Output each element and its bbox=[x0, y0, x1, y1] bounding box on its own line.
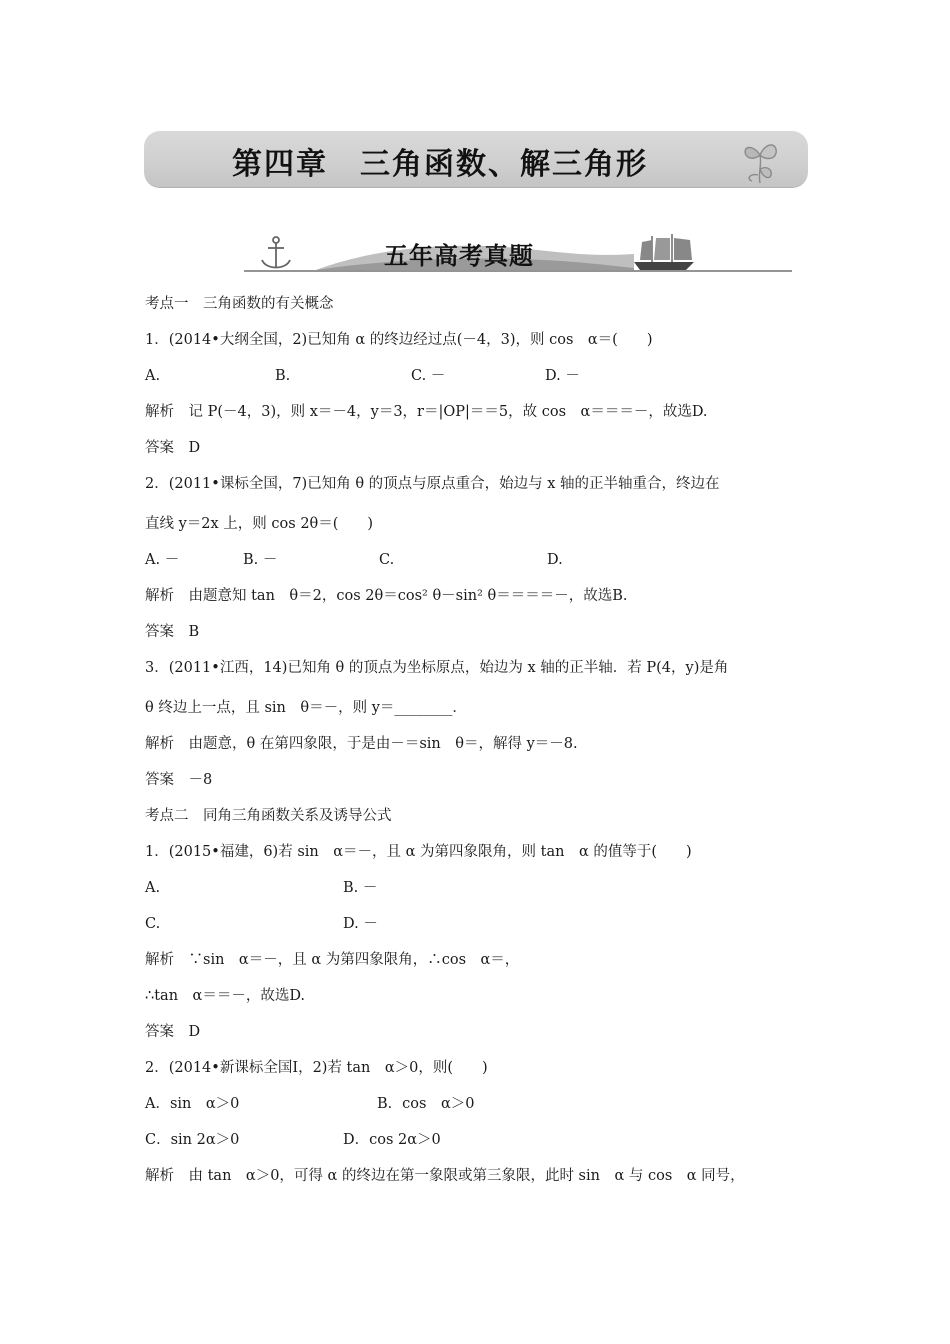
option-item: B．cos α＞0 bbox=[377, 1096, 475, 1112]
text-line: 解析 由题意知 tan θ＝2，cos 2θ＝cos² θ－sin² θ＝＝＝＝－，故选B. bbox=[145, 588, 628, 604]
option-item: D．cos 2α＞0 bbox=[343, 1132, 441, 1148]
options-line bbox=[145, 550, 825, 570]
text-line: 答案 D bbox=[145, 440, 201, 456]
text-line: 考点一 三角函数的有关概念 bbox=[145, 296, 334, 312]
option-item: C. － bbox=[411, 368, 446, 384]
text-line: ∴tan α＝＝－，故选D. bbox=[145, 988, 306, 1004]
text-line: 答案 D bbox=[145, 1024, 201, 1040]
text-line: 直线 y＝2x 上，则 cos 2θ＝( ) bbox=[145, 516, 374, 532]
section-title: 五年高考真题 bbox=[384, 242, 534, 270]
options-line bbox=[145, 914, 825, 934]
section-banner bbox=[244, 232, 792, 274]
text-line: 解析 记 P(－4，3)，则 x＝－4，y＝3，r＝|OP|＝＝5，故 cos α＝＝＝－，故选D. bbox=[145, 404, 708, 420]
text-line: 解析 由题意，θ 在第四象限，于是由－＝sin θ＝，解得 y＝－8. bbox=[145, 736, 578, 752]
text-line: θ 终边上一点，且 sin θ＝－，则 y＝________． bbox=[145, 700, 467, 716]
chapter-banner bbox=[144, 131, 808, 187]
options-line bbox=[145, 1130, 825, 1150]
flower-icon bbox=[734, 133, 786, 185]
option-item: A. bbox=[145, 368, 161, 384]
text-line: 2．(2014•新课标全国Ⅰ，2)若 tan α＞0，则( ) bbox=[145, 1060, 488, 1076]
option-item: A. － bbox=[145, 552, 180, 568]
option-item: B. bbox=[275, 368, 291, 384]
option-item: D. bbox=[547, 552, 563, 568]
option-item: C. bbox=[379, 552, 395, 568]
ship-icon bbox=[634, 234, 694, 270]
text-line: 1．(2014•大纲全国，2)已知角 α 的终边经过点(－4，3)，则 cos α＝( ) bbox=[145, 332, 653, 348]
options-line bbox=[145, 878, 825, 898]
option-item: B. － bbox=[343, 880, 378, 896]
text-line: 1．(2015•福建，6)若 sin α＝－，且 α 为第四象限角，则 tan α 的值等于( ) bbox=[145, 844, 692, 860]
options-line bbox=[145, 1094, 825, 1114]
option-item: D. － bbox=[343, 916, 378, 932]
option-item: A. bbox=[145, 880, 161, 896]
option-item: C. bbox=[145, 916, 161, 932]
option-item: C．sin 2α＞0 bbox=[145, 1132, 240, 1148]
text-line: 答案 －8 bbox=[145, 772, 213, 788]
option-item: D. － bbox=[545, 368, 580, 384]
text-line: 3．(2011•江西，14)已知角 θ 的顶点为坐标原点，始边为 x 轴的正半轴．若 P(4，y)是角 bbox=[145, 660, 729, 676]
option-item: B. － bbox=[243, 552, 278, 568]
text-line: 答案 B bbox=[145, 624, 200, 640]
options-line bbox=[145, 366, 825, 386]
chapter-title: 第四章 三角函数、解三角形 bbox=[232, 147, 648, 182]
text-line: 解析 由 tan α＞0，可得 α 的终边在第一象限或第三象限，此时 sin α 与 cos α 同号， bbox=[145, 1168, 745, 1184]
question-content bbox=[145, 294, 825, 1186]
text-line: 2．(2011•课标全国，7)已知角 θ 的顶点与原点重合，始边与 x 轴的正半轴重合，终边在 bbox=[145, 476, 720, 492]
option-item: A．sin α＞0 bbox=[145, 1096, 240, 1112]
text-line: 解析 ∵sin α＝－，且 α 为第四象限角，∴cos α＝， bbox=[145, 952, 520, 968]
text-line: 考点二 同角三角函数关系及诱导公式 bbox=[145, 808, 392, 824]
anchor-icon bbox=[262, 237, 290, 268]
